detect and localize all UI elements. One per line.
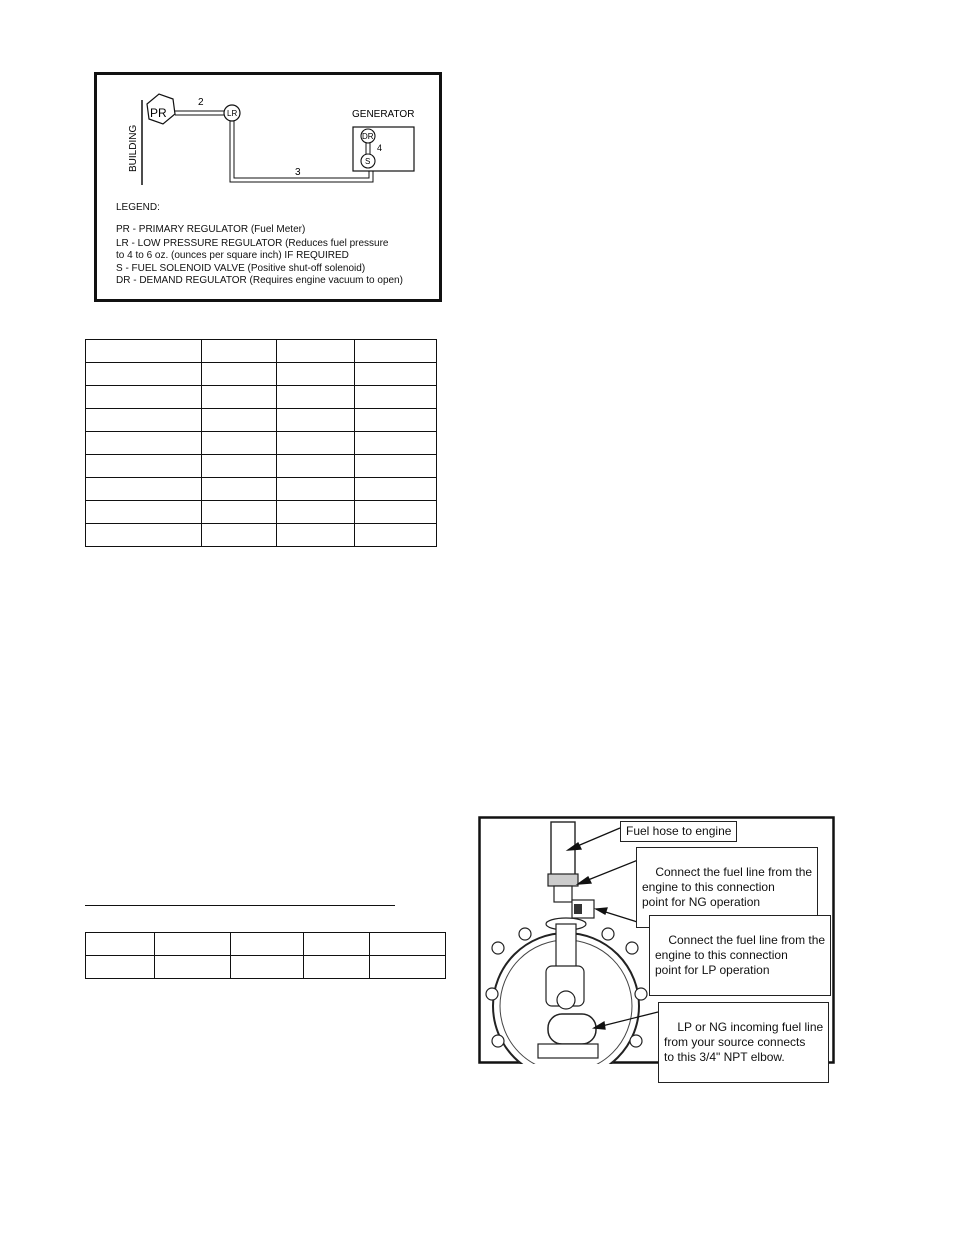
legend-heading: LEGEND: [116,202,160,213]
callout-fuel-hose: Fuel hose to engine [620,821,737,842]
pipe-table-cell [86,386,202,409]
pipe-table-cell [355,478,437,501]
pipe-table-cell [201,524,277,547]
pipe-table-cell [86,524,202,547]
small-table-cell [86,933,155,956]
pipe-table-cell [201,340,277,363]
legend-item-s: S - FUEL SOLENOID VALVE (Positive shut-off solenoid) [116,263,366,274]
pipe-table-cell [201,432,277,455]
small-table-row [86,956,446,979]
legend-item-pr: PR - PRIMARY REGULATOR (Fuel Meter) [116,224,306,235]
pipe-table-row [86,386,437,409]
pipe-table-cell [355,432,437,455]
pipe-table-cell [277,340,355,363]
pipe-table-cell [355,340,437,363]
pipe-table-cell [277,409,355,432]
small-table-cell [304,956,370,979]
pipe-table-cell [86,363,202,386]
pipe-table-row [86,478,437,501]
pipe-table-row [86,340,437,363]
line-3-label: 3 [295,167,301,178]
pipe-table-cell [277,478,355,501]
small-table-row [86,933,446,956]
pipe-table-row [86,363,437,386]
pipe-table-cell [277,501,355,524]
pipe-table-cell [355,501,437,524]
pipe-table-cell [355,455,437,478]
legend-item-lr: LR - LOW PRESSURE REGULATOR (Reduces fuel pressure [116,238,389,249]
pipe-table-cell [86,432,202,455]
small-data-table [85,932,446,979]
pipe-table-row [86,501,437,524]
line-4-label: 4 [377,143,383,153]
callout-ng-connection: Connect the fuel line from the engine to this connection point for NG operation [636,847,818,928]
small-table-cell [154,933,230,956]
small-table-cell [370,933,446,956]
pipe-table-row [86,524,437,547]
section-rule [85,905,395,906]
callout-incoming-fuel-line: LP or NG incoming fuel line from your source connects to this 3/4" NPT elbow. [658,1002,829,1083]
s-label: S [365,157,371,166]
legend-item-dr: DR - DEMAND REGULATOR (Requires engine vacuum to open) [116,275,403,286]
pipe-table-cell [201,478,277,501]
pipe-table-cell [201,455,277,478]
building-label: BUILDING [128,124,139,172]
pipe-table-cell [355,524,437,547]
pipe-table-cell [201,501,277,524]
pipe-table-cell [277,386,355,409]
legend-item-lr-cont: to 4 to 6 oz. (ounces per square inch) IF REQUIRED [116,250,349,261]
pipe-table-cell [355,409,437,432]
pipe-table-cell [277,432,355,455]
pipe-size-table [85,339,437,547]
small-table-cell [86,956,155,979]
pipe-table-row [86,432,437,455]
pipe-table-cell [86,501,202,524]
pipe-table-cell [355,363,437,386]
small-table-cell [370,956,446,979]
pipe-table-row [86,409,437,432]
pipe-table-cell [201,409,277,432]
pipe-table-cell [86,409,202,432]
pipe-table-cell [86,455,202,478]
dr-label: DR [362,132,374,141]
generator-label: GENERATOR [352,109,415,120]
lr-label: LR [227,109,238,118]
pipe-table-cell [277,524,355,547]
pipe-table-cell [86,340,202,363]
pr-label: PR [150,106,167,120]
line-2-label: 2 [198,97,204,108]
pipe-table-cell [201,363,277,386]
pipe-table-cell [355,386,437,409]
regulator-figure [478,816,835,1064]
small-table-cell [304,933,370,956]
small-table-cell [230,956,304,979]
pipe-table-cell [86,478,202,501]
small-table-cell [230,933,304,956]
pipe-table-row [86,455,437,478]
callout-lp-connection: Connect the fuel line from the engine to this connection point for LP operation [649,915,831,996]
pipe-table-cell [201,386,277,409]
small-table-cell [154,956,230,979]
pipe-table-cell [277,363,355,386]
pipe-table-cell [277,455,355,478]
